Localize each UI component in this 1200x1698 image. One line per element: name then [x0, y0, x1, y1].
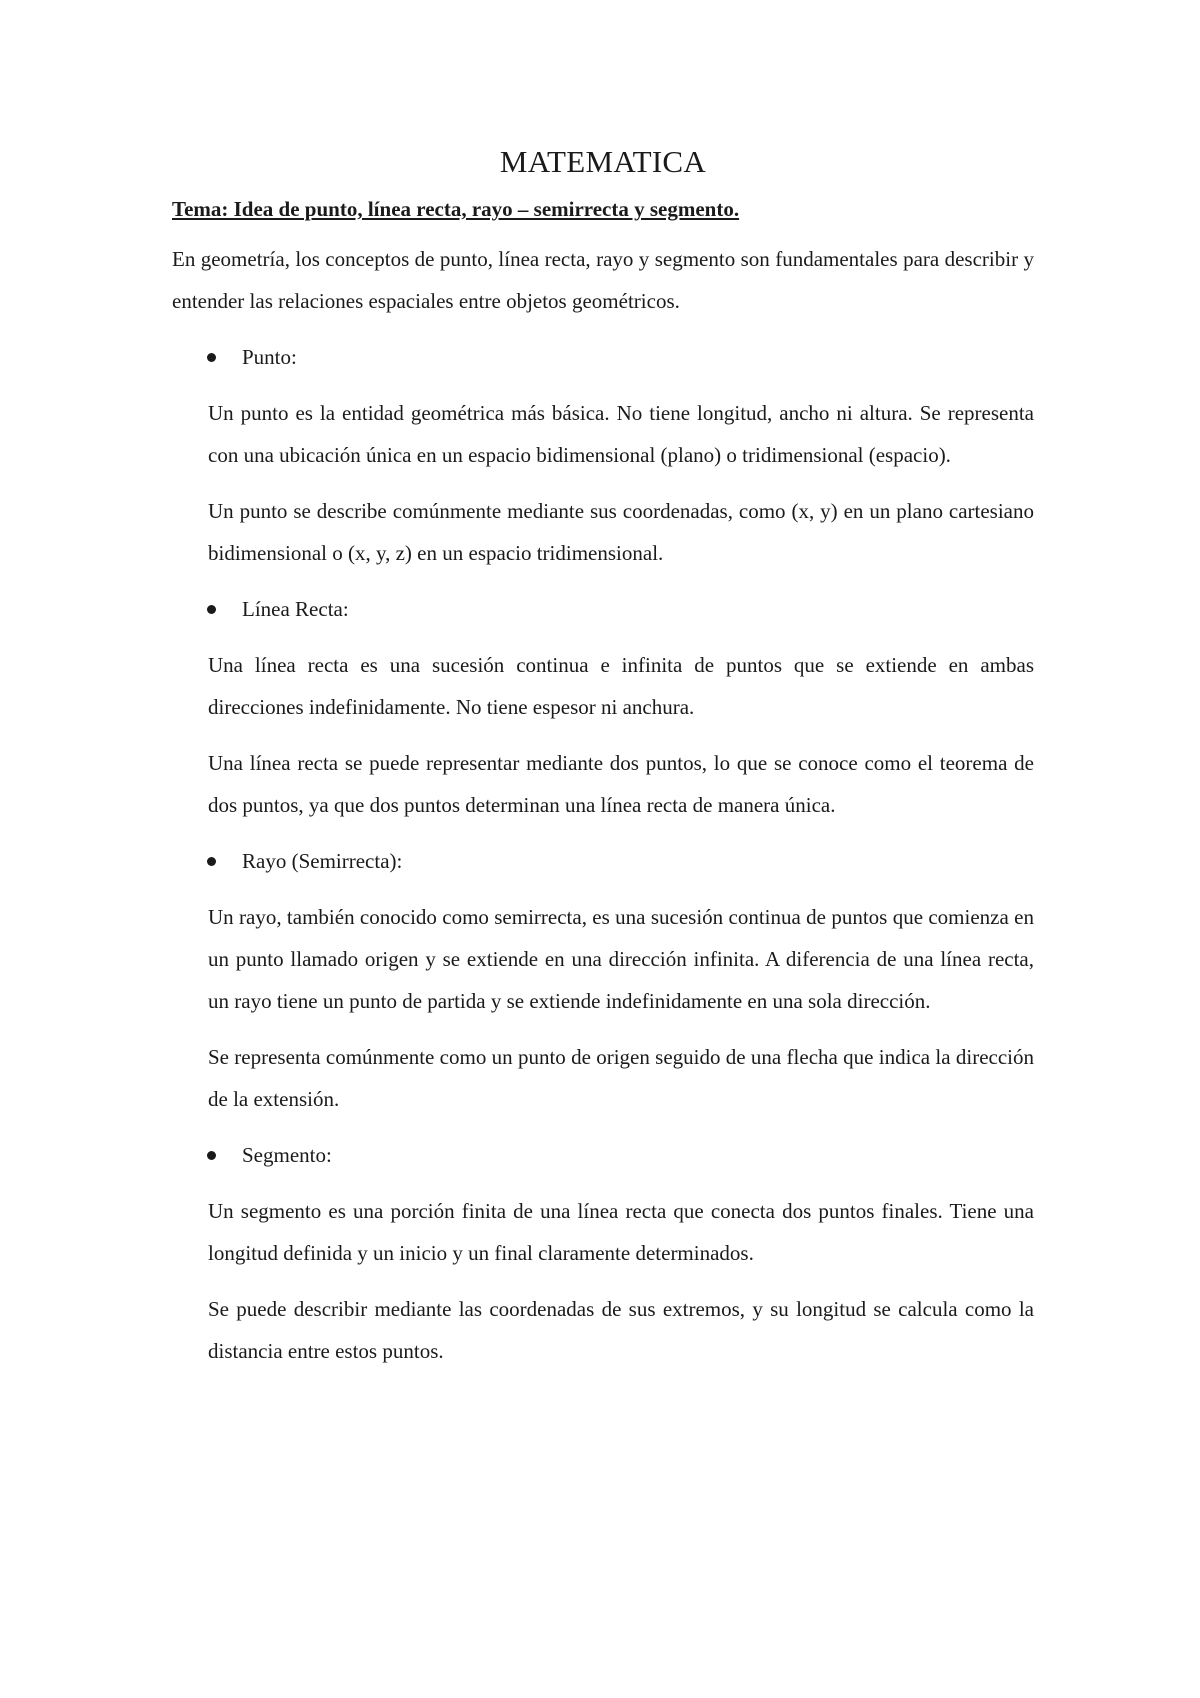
topic-heading: Tema: Idea de punto, línea recta, rayo – semirrecta y segmento.	[172, 197, 740, 221]
bullet-item	[172, 1134, 1034, 1176]
section-linea-recta	[172, 588, 1034, 826]
section-heading: Segmento:	[242, 1142, 332, 1167]
bullet-icon	[207, 1151, 216, 1160]
section-segmento	[172, 1134, 1034, 1372]
section-heading: Punto:	[242, 344, 297, 369]
intro-paragraph: En geometría, los conceptos de punto, línea recta, rayo y segmento son fundamentales para describir y entender las relaciones espaciales entre objetos geométricos.	[172, 247, 1034, 313]
bullet-icon	[207, 605, 216, 614]
bullet-item	[172, 588, 1034, 630]
section-rayo	[172, 840, 1034, 1120]
document-page	[172, 140, 1034, 1372]
section-paragraph: Se puede describir mediante las coordenadas de sus extremos, y su longitud se calcula como la distancia entre estos puntos.	[208, 1297, 1034, 1363]
bullet-icon	[207, 353, 216, 362]
bullet-item	[172, 840, 1034, 882]
section-paragraph: Una línea recta se puede representar mediante dos puntos, lo que se conoce como el teorema de dos puntos, ya que dos puntos determinan una línea recta de manera única.	[208, 751, 1034, 817]
bullet-item	[172, 336, 1034, 378]
document-title: MATEMATICA	[499, 144, 707, 179]
bullet-icon	[207, 857, 216, 866]
section-heading: Rayo (Semirrecta):	[242, 848, 403, 873]
section-paragraph: Se representa comúnmente como un punto de origen seguido de una flecha que indica la dirección de la extensión.	[208, 1045, 1034, 1111]
section-punto	[172, 336, 1034, 574]
section-heading: Línea Recta:	[242, 596, 349, 621]
section-paragraph: Un rayo, también conocido como semirrecta, es una sucesión continua de puntos que comienza en un punto llamado origen y se extiende en una dirección infinita. A diferencia de una línea recta, un rayo tiene un punto de partida y se extiende indefinidamente en una sola dirección.	[208, 905, 1034, 1013]
section-paragraph: Un segmento es una porción finita de una línea recta que conecta dos puntos finales. Tiene una longitud definida y un inicio y un final claramente determinados.	[208, 1199, 1034, 1265]
section-paragraph: Un punto es la entidad geométrica más básica. No tiene longitud, ancho ni altura. Se representa con una ubicación única en un espacio bidimensional (plano) o tridimensional (espacio).	[208, 401, 1034, 467]
section-paragraph: Un punto se describe comúnmente mediante sus coordenadas, como (x, y) en un plano cartesiano bidimensional o (x, y, z) en un espacio tridimensional.	[208, 499, 1034, 565]
section-paragraph: Una línea recta es una sucesión continua e infinita de puntos que se extiende en ambas direcciones indefinidamente. No tiene espesor ni anchura.	[208, 653, 1034, 719]
